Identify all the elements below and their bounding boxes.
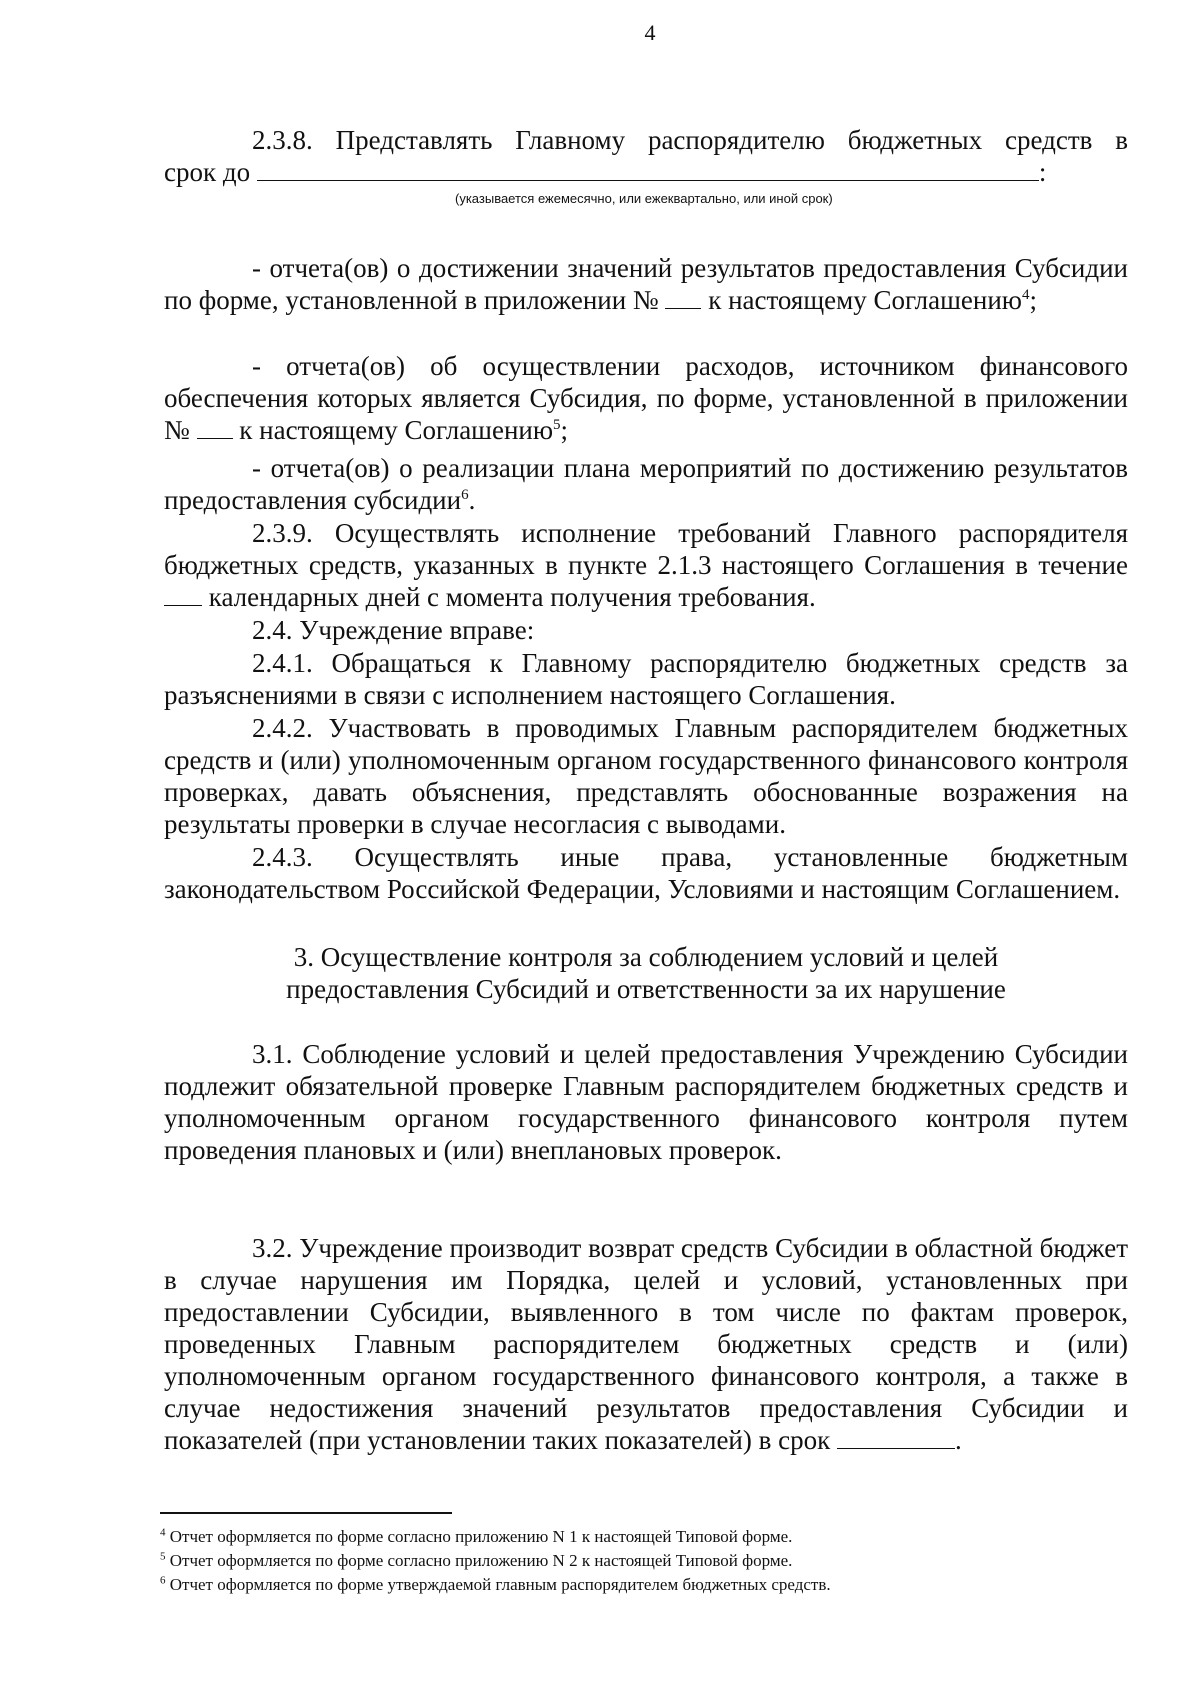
- report-item-2-text: - отчета(ов) об осуществлении расходов, источником финансового обеспечения которых является Субсидия, по форме, установленной в приложении №: [164, 351, 1128, 445]
- report-item-1: [164, 252, 1128, 316]
- footnote-5: [160, 1550, 792, 1572]
- clause-2-4: [164, 614, 1128, 646]
- footnote-4-number: 4: [160, 1526, 166, 1539]
- punct: ;: [560, 415, 569, 445]
- clause-2-4-3: [164, 841, 1128, 905]
- clause-2-3-8-text: 2.3.8. Представлять Главному распорядителю бюджетных средств в: [252, 125, 1128, 155]
- clause-2-3-9-tail: календарных дней с момента получения требования.: [208, 582, 816, 612]
- appendix-number-blank: [197, 416, 233, 439]
- clause-3-2-text: 3.2. Учреждение производит возврат средств Субсидии в областной бюджет в случае нарушения им Порядка, целей и условий, установленных при предоставлении Субсидии, выявленного в том числе по фактам проверок, проведенных Главным распорядителем бюджетных средств и (или) уполномоченным органом государственного финансового контроля, а также в случае недостижения значений результатов предоставления Субсидии и показателей (при установлении таких показателей) в срок: [164, 1233, 1128, 1455]
- punct: ;: [1029, 285, 1037, 315]
- report-item-2: [164, 350, 1128, 446]
- report-item-2-tail: к настоящему Соглашению: [239, 415, 554, 445]
- deadline-hint: (указывается ежемесячно, или ежеквартально, или иной срок): [455, 191, 833, 206]
- footnote-6-number: 6: [160, 1574, 166, 1587]
- report-item-1-tail: к настоящему Соглашению: [708, 285, 1022, 315]
- footnote-5-number: 5: [160, 1550, 166, 1563]
- footnote-ref-6: 6: [461, 487, 469, 503]
- section-3-heading-line1: 3. Осуществление контроля за соблюдением условий и целей: [293, 942, 999, 972]
- footnote-6-text: Отчет оформляется по форме утверждаемой главным распорядителем бюджетных средств.: [169, 1575, 831, 1594]
- punct: .: [468, 485, 476, 515]
- appendix-number-blank: [665, 286, 701, 309]
- clause-2-4-1: [164, 647, 1128, 711]
- section-3-heading: [164, 941, 1128, 1005]
- clause-2-3-9-text: 2.3.9. Осуществлять исполнение требований Главного распорядителя бюджетных средств, указанных в пункте 2.1.3 настоящего Соглашения в течение: [164, 518, 1128, 580]
- clause-3-2: [164, 1232, 1128, 1456]
- clause-2-3-8: [164, 124, 1128, 156]
- footnote-6: [160, 1574, 831, 1596]
- clause-3-1-text: 3.1. Соблюдение условий и целей предоставления Учреждению Субсидии подлежит обязательной проверке Главным распорядителем бюджетных средств и уполномоченным органом государственного финансового контроля путем проведения плановых и (или) внеплановых проверок.: [164, 1039, 1128, 1165]
- deadline-blank: [257, 158, 1039, 181]
- clause-2-4-2-text: 2.4.2. Участвовать в проводимых Главным распорядителем бюджетных средств и (или) уполномоченным органом государственного финансового контроля проверках, давать объяснения, представлять обоснованные возражения на результаты проверки в случае несогласия с выводами.: [164, 713, 1128, 839]
- clause-2-4-2: [164, 712, 1128, 840]
- page-number: 4: [644, 20, 656, 45]
- punct: .: [954, 1425, 962, 1455]
- report-item-3-text: - отчета(ов) о реализации плана мероприятий по достижению результатов предоставления субсидии: [164, 453, 1128, 515]
- clause-2-4-text: 2.4. Учреждение вправе:: [252, 615, 535, 645]
- clause-2-3-8-deadline: [164, 156, 1128, 188]
- report-item-1-text: - отчета(ов) о достижении значений результатов предоставления Субсидии по форме, установленной в приложении №: [164, 253, 1128, 315]
- clause-2-3-9: [164, 517, 1128, 613]
- report-item-3: [164, 452, 1128, 516]
- deadline-label: срок до: [164, 157, 251, 187]
- return-deadline-blank: [837, 1426, 955, 1449]
- footnote-4-text: Отчет оформляется по форме согласно приложению N 1 к настоящей Типовой форме.: [169, 1527, 793, 1546]
- footnote-ref-5: 5: [553, 417, 561, 433]
- clause-2-4-1-text: 2.4.1. Обращаться к Главному распорядителю бюджетных средств за разъяснениями в связи с исполнением настоящего Соглашения.: [164, 648, 1128, 710]
- clause-3-1: [164, 1038, 1128, 1166]
- footnote-separator: [160, 1512, 452, 1514]
- clause-2-4-3-text: 2.4.3. Осуществлять иные права, установленные бюджетным законодательством Российской Федерации, Условиями и настоящим Соглашением.: [164, 842, 1128, 904]
- days-blank: [164, 583, 202, 606]
- footnote-5-text: Отчет оформляется по форме согласно приложению N 2 к настоящей Типовой форме.: [169, 1551, 793, 1570]
- footnote-4: [160, 1526, 792, 1548]
- deadline-colon: :: [1038, 157, 1047, 187]
- footnote-ref-4: 4: [1021, 287, 1030, 303]
- section-3-heading-line2: предоставления Субсидий и ответственности за их нарушение: [286, 974, 1006, 1004]
